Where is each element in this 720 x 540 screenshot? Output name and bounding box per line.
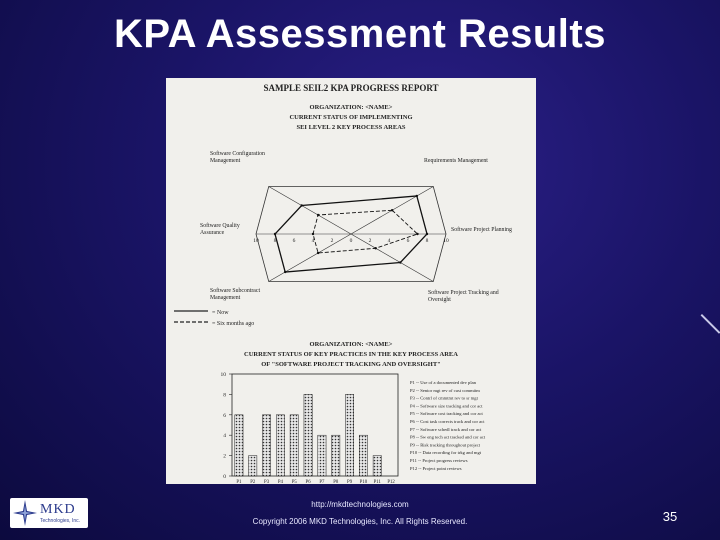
radar-point [317,214,319,216]
bar-x-tick-label: P3 [264,480,270,484]
radar-point [416,195,418,197]
bar-legend-item: P6 -- Cost task corrects track and cor act [410,419,485,424]
radar-point [426,233,428,235]
bar-legend-item: P5 -- Software cost tracking and cor act [410,411,483,417]
logo-brand: MKD [40,502,76,517]
bar [235,415,243,476]
bar [249,456,257,476]
radar-scale-label: 0 [349,238,353,244]
bar-legend-item: P7 -- Software schedl track and cor act [410,426,482,432]
bar-legend-item: P3 -- Contrl of cmmtmt rev to sr mgt [410,395,478,401]
radar-axis-label [210,150,265,164]
report-status-line-2: SEI LEVEL 2 KEY PROCESS AREAS [296,124,406,131]
radar-point [312,233,314,235]
logo-subtext: Technologies, Inc. [40,518,81,524]
radar-point [284,271,286,273]
bar-legend-item: P2 -- Senior mgt rev of cust commitm [410,387,480,393]
radar-scale-label: 10 [443,238,449,244]
bar [262,415,270,476]
bar-x-tick-label: P2 [250,480,256,484]
radar-axis-label-line: Software Subcontract [210,288,261,294]
radar-axis-label-line: Assurance [200,230,225,236]
bar-x-tick-label: P1 [236,480,242,484]
bar-org-line: ORGANIZATION: <NAME> [309,341,393,348]
bar-x-tick-label: P4 [277,480,283,484]
kpa-report-image [166,78,536,484]
radar-scale-label: 6 [406,238,410,244]
radar-scale-label: 8 [425,238,429,244]
radar-point [317,252,319,254]
radar-scale-label-left: 8 [273,238,277,244]
radar-axis-label-line: Management [210,158,241,164]
report-status-line-1: CURRENT STATUS OF IMPLEMENTING [289,114,413,121]
bar-x-tick-label: P11 [373,480,381,484]
bar-legend-item: P1 -- Use of a documented dev plan [410,380,476,385]
radar-axis-label-line: Software Project Tracking and [428,290,499,296]
bar-y-tick-label: 2 [223,453,226,460]
bar-x-tick-label: P5 [291,480,297,484]
bar-legend-item: P11 -- Project progress reviews [410,458,468,463]
bar-chart [221,372,399,484]
radar-axis-label [424,158,488,164]
bar-x-tick-label: P12 [387,480,395,484]
bar [345,394,353,476]
radar-scale-label-left: 4 [311,238,315,244]
slide-title: KPA Assessment Results [114,12,606,56]
bar-legend-item: P9 -- Risk tracking throughout project [410,442,481,448]
radar-axis-label-line: Oversight [428,297,451,303]
footer-url[interactable]: http://mkdtechnologies.com [311,500,409,509]
bar-legend-item: P4 -- Software size tracking and cor act [410,403,483,409]
radar-point [300,204,302,206]
bar-y-tick-label: 6 [223,412,226,419]
bar [290,415,298,476]
radar-scale-label-left: 6 [292,238,296,244]
bar-legend-item: P8 -- Sw eng tech act tracked and cor act [410,434,486,440]
radar-axis-label [451,226,512,233]
page-number: 35 [662,509,678,524]
radar-point [399,261,401,263]
radar-axis-label-line: Software Configuration [210,151,265,157]
report-org-line: ORGANIZATION: <NAME> [309,104,393,111]
radar-axis-label [200,222,240,236]
radar-axis-label [210,287,260,301]
bar-x-tick-label: P8 [333,480,339,484]
bar-y-tick-label: 4 [223,433,226,440]
bar-legend [410,380,486,471]
bar [359,435,367,476]
footer-copyright: Copyright 2006 MKD Technologies, Inc. All Rights Reserved. [252,517,468,526]
mkd-logo [10,498,88,528]
legend-now-label: = Now [212,310,229,316]
radar-point [274,233,276,235]
legend-six-label: = Six months ago [212,321,255,327]
bar-title-2: OF "SOFTWARE PROJECT TRACKING AND OVERSIGHT" [261,361,441,368]
bar-legend-item: P10 -- Data recording for trkg and mgt [410,450,482,456]
bar [332,435,340,476]
bar [373,456,381,476]
radar-axis-label [428,289,499,303]
report-heading: SAMPLE SEIL2 KPA PROGRESS REPORT [263,83,439,93]
radar-axis-label-line: Requirements Management [424,158,488,164]
bar [304,394,312,476]
bar-title-1: CURRENT STATUS OF KEY PRACTICES IN THE KEY PROCESS AREA [244,351,458,358]
radar-scale-label-left: 2 [330,238,334,244]
bar [318,435,326,476]
radar-axis-label-line: Management [210,295,241,301]
decorative-line [701,314,720,334]
radar-scale-label: 2 [368,238,372,244]
bar-x-tick-label: P7 [319,480,325,484]
bar-legend-item: P12 -- Project point reviews [410,465,462,471]
radar-point [374,247,376,249]
bar-y-tick-label: 8 [223,392,226,399]
radar-axis-label-line: Software Quality [200,223,240,229]
bar [276,415,284,476]
radar-scale-label: 4 [387,238,391,244]
radar-point [391,209,393,211]
bar-x-tick-label: P6 [305,480,311,484]
bar-x-tick-label: P10 [359,480,368,484]
radar-point [416,233,418,235]
bar-y-tick-label: 10 [220,372,226,378]
bar-y-tick-label: 0 [223,474,226,480]
bar-x-tick-label: P9 [347,480,353,484]
kpa-report-figure [166,78,536,484]
radar-chart [200,150,512,303]
compass-star-icon [13,500,37,526]
radar-scale-label-left: 10 [253,238,259,244]
radar-axis-label-line: Software Project Planning [451,227,512,233]
